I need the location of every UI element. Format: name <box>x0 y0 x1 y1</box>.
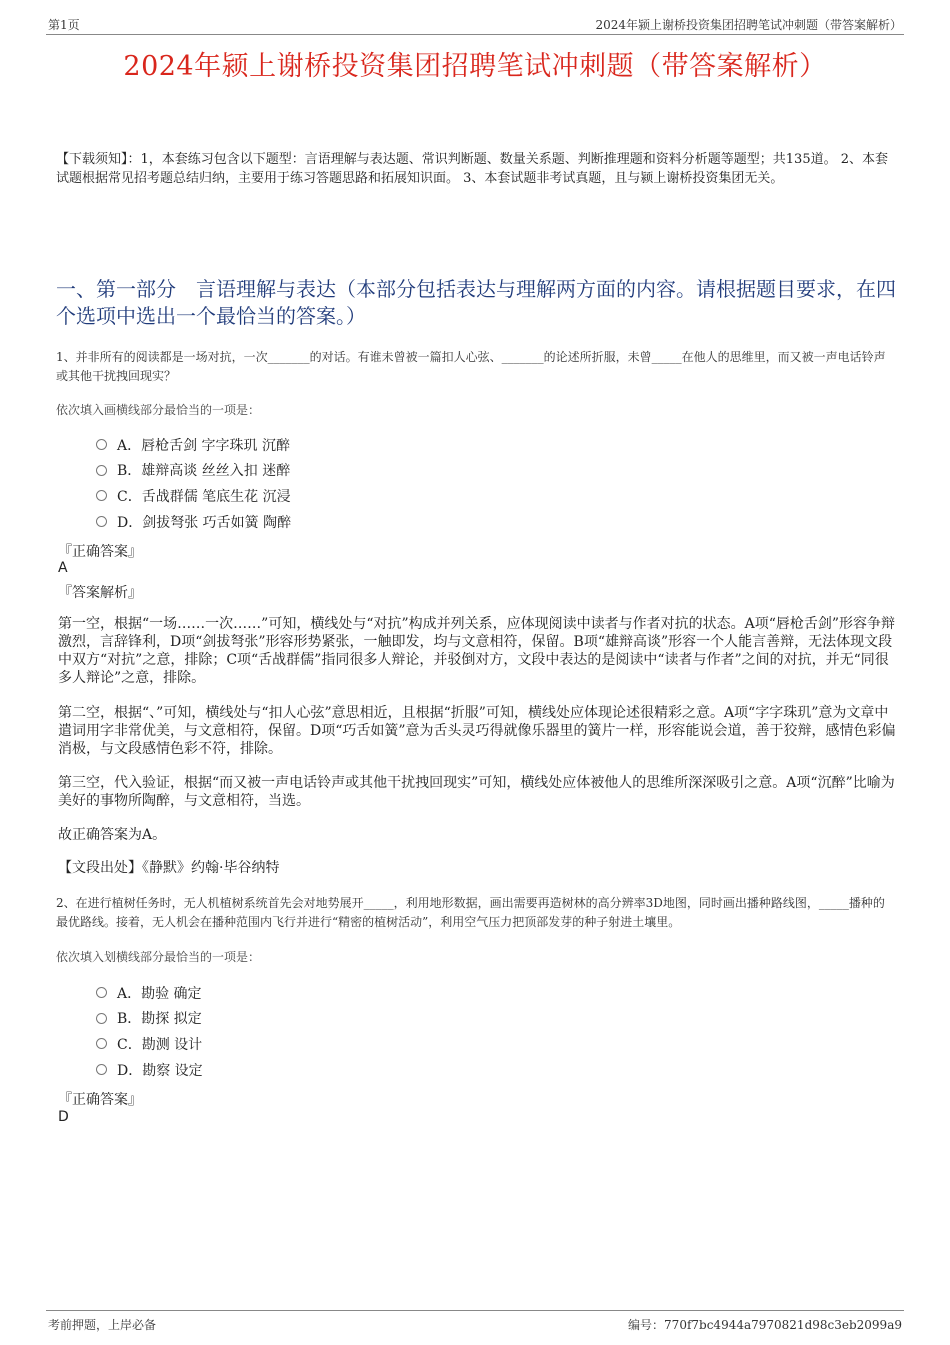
option-b[interactable] <box>96 1006 203 1032</box>
text-source: 【文段出处】《静默》约翰·毕谷纳特 <box>58 860 280 876</box>
page-number: 第1页 <box>48 18 80 32</box>
option-b[interactable] <box>96 458 291 484</box>
page-footer <box>46 1310 904 1335</box>
option-c[interactable] <box>96 483 291 509</box>
analysis-tag: 『答案解析』 <box>58 585 142 601</box>
radio-icon[interactable] <box>96 1064 107 1075</box>
correct-answer: A <box>58 560 68 576</box>
page-header <box>46 14 904 35</box>
option-c[interactable] <box>96 1031 203 1057</box>
download-notice: 【下载须知】：1，本套练习包含以下题型：言语理解与表达题、常识判断题、数量关系题、判断推理题和资料分析题等题型；共135道。 2、本套试题根据常见招考题总结归纳，主要用于练习答题思路和拓展知识面。 3、本套试题非考试真题，且与颍上谢桥投资集团无关。 <box>56 152 888 186</box>
radio-icon[interactable] <box>96 987 107 998</box>
footer-slogan: 考前押题，上岸必备 <box>48 1318 157 1332</box>
radio-icon[interactable] <box>96 1013 107 1024</box>
question-2-prompt: 依次填入划横线部分最恰当的一项是： <box>56 950 261 964</box>
option-label: A．勘验 确定 <box>117 985 202 1002</box>
analysis-conclusion: 故正确答案为A。 <box>58 827 167 843</box>
question-1-options <box>96 432 291 534</box>
option-d[interactable] <box>96 509 291 535</box>
option-label: D．剑拔弩张 巧舌如簧 陶醉 <box>117 514 292 531</box>
question-2-text: 2、在进行植树任务时，无人机植树系统首先会对地势展开_____，利用地形数据，画出需要再造树林的高分辨率3D地图，同时画出播种路线图，_____播种的最优路线。接着，无人机会在播种范围内飞行并进行“精密的植树活动”，利用空气压力把顶部发芽的种子射进土壤里。 <box>56 896 885 929</box>
option-label: A．唇枪舌剑 字字珠玑 沉醉 <box>117 437 291 454</box>
header-doc-title: 2024年颍上谢桥投资集团招聘笔试冲刺题（带答案解析） <box>595 18 902 32</box>
analysis-paragraph: 第三空，代入验证，根据“而又被一声电话铃声或其他干扰拽回现实”可知，横线处应体被他人的思维所深深吸引之意。A项“沉醉”比喻为美好的事物所陶醉，与文意相符，当选。 <box>58 775 895 809</box>
question-1-text: 1、并非所有的阅读都是一场对抗，一次_______的对话。有谁未曾被一篇扣人心弦、_______的论述所折服，未曾_____在他人的思维里，而又被一声电话铃声或其他干扰拽回现实？ <box>56 350 886 383</box>
document-title: 2024年颍上谢桥投资集团招聘笔试冲刺题（带答案解析） <box>123 51 827 82</box>
option-label: B．雄辩高谈 丝丝入扣 迷醉 <box>117 463 291 480</box>
section-heading: 一、第一部分 言语理解与表达（本部分包括表达与理解两方面的内容。请根据题目要求，在四个选项中选出一个最恰当的答案。） <box>56 277 896 328</box>
option-d[interactable] <box>96 1057 203 1083</box>
radio-icon[interactable] <box>96 490 107 501</box>
option-a[interactable] <box>96 980 203 1006</box>
option-label: B．勘探 拟定 <box>117 1011 202 1028</box>
option-label: C．舌战群儒 笔底生花 沉浸 <box>117 488 291 505</box>
analysis-paragraph: 第二空，根据“、”可知，横线处与“扣人心弦”意思相近，且根据“折服”可知，横线处应体现论述很精彩之意。A项“字字珠玑”意为文章中遣词用字非常优美，与文意相符，保留。D项“巧舌如簧”意为舌头灵巧得就像乐器里的簧片一样，形容能说会道，善于狡辩，感情色彩偏消极，与文段感情色彩不符，排除。 <box>58 705 896 757</box>
footer-code: 编号：770f7bc4944a7970821d98c3eb2099a9 <box>628 1318 902 1332</box>
correct-answer: D <box>58 1109 69 1125</box>
radio-icon[interactable] <box>96 1038 107 1049</box>
answer-tag: 『正确答案』 <box>58 544 142 560</box>
option-label: D．勘察 设定 <box>117 1062 203 1079</box>
radio-icon[interactable] <box>96 465 107 476</box>
answer-tag: 『正确答案』 <box>58 1092 142 1108</box>
radio-icon[interactable] <box>96 516 107 527</box>
analysis-paragraph: 第一空，根据“一场……一次……”可知，横线处与“对抗”构成并列关系，应体现阅读中读者与作者对抗的状态。A项“唇枪舌剑”形容争辩激烈，言辞锋利，D项“剑拔弩张”形容形势紧张，一触即发，均与文意相符，保留。B项“雄辩高谈”形容一个人能言善辩，无法体现文段中双方“对抗”之意，排除；C项“舌战群儒”指同很多人辩论，并驳倒对方，文段中表达的是阅读中“读者与作者”之间的对抗，并无“同很多人辩论”之意，排除。 <box>58 616 896 686</box>
question-1-prompt: 依次填入画横线部分最恰当的一项是： <box>56 403 261 417</box>
question-2-options <box>96 980 203 1082</box>
option-label: C．勘测 设计 <box>117 1036 203 1053</box>
option-a[interactable] <box>96 432 291 458</box>
radio-icon[interactable] <box>96 439 107 450</box>
